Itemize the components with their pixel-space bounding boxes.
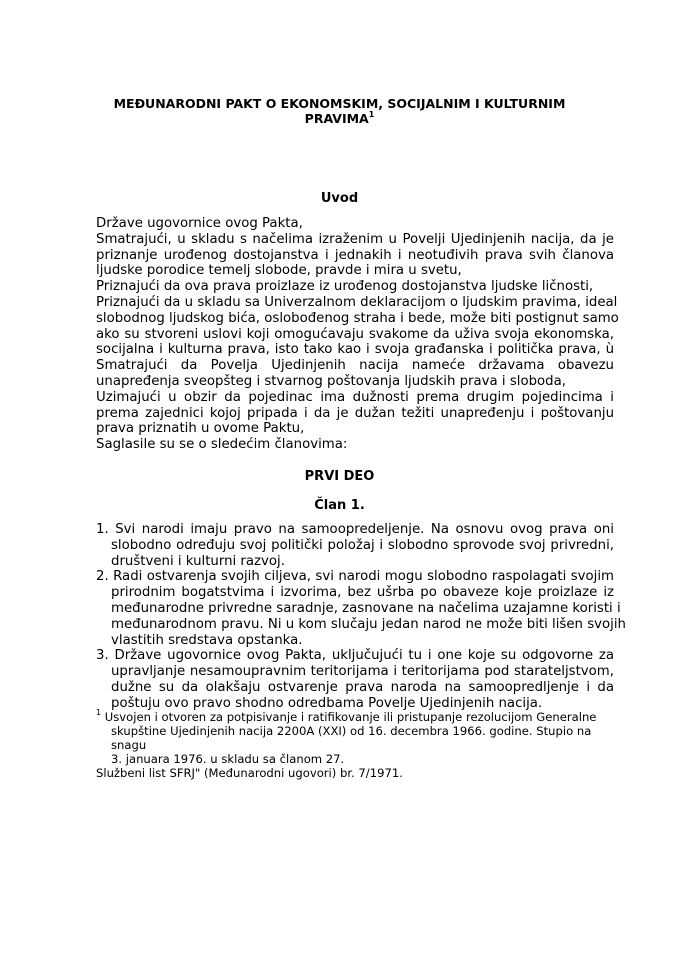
title-line-2: [96, 111, 583, 126]
title-line-1: MEĐUNARODNI PAKT O EKONOMSKIM, SOCIJALNIM I KULTURNIM: [113, 96, 566, 111]
preamble-line: ljudske porodice temelj slobode, pravde i mira u svetu,: [96, 263, 462, 279]
article-line: društveni i kulturni razvoj.: [111, 553, 285, 569]
article-line: dužne su da olakšaju ostvarenje prava naroda na samoopredljenje i da: [111, 679, 614, 695]
preamble-line: Države ugovornice ovog Pakta,: [96, 216, 303, 231]
article-text: [96, 522, 626, 712]
article-line: 1. Svi narodi imaju pravo na samoopredeljenje. Na osnovu ovog prava oni: [96, 522, 614, 537]
article-line: poštuju ovo pravo shodno odredbama Povelje Ujedinjenih nacija.: [111, 695, 543, 711]
article-line: slobodno određuju svoj politički položaj i slobodno sprovode svoj privredni,: [111, 537, 614, 553]
footnote-source: Službeni list SFRJ" (Međunarodni ugovori) br. 7/1971.: [96, 766, 403, 780]
footnote-line: skupštine Ujedinjenih nacija 2200A (XXI) od 16. decembra 1966. godine. Stupio na snagu: [111, 724, 592, 752]
footnote-line: 3. januara 1976. u skladu sa članom 27.: [111, 752, 345, 766]
preamble-line: unapređenja sveopšteg i stvarnog poštovanja ljudskih prava i sloboda,: [96, 373, 566, 389]
preamble-heading: Uvod: [320, 191, 359, 206]
title-footnote-ref[interactable]: 1: [368, 109, 375, 119]
article-line: prirodnim bogatstvima i izvorima, bez ušrba po obaveze koje proizlaze iz: [111, 585, 614, 601]
preamble-line: ako su stvoreni uslovi koji omogućavaju svakome da uživa svoja ekonomska,: [96, 326, 614, 342]
article-line: međunarodnom pravu. Ni u kom slučaju jedan narod ne može biti lišen svojih: [111, 616, 626, 632]
article-indent-block: [96, 664, 614, 711]
article-line: vlastitih sredstava opstanka.: [111, 632, 303, 648]
article-indent-block: [96, 585, 626, 648]
preamble-line: socijalna i kulturna prava, isto tako kao i svoja građanska i politička prava, ù: [96, 342, 614, 358]
footnote-1: [96, 710, 616, 766]
preamble-line: Uzimajući u obzir da pojedinac ima dužnosti prema drugim pojedincima i: [96, 389, 614, 405]
preamble-line: Smatrajući da Povelja Ujedinjenih nacija nameće državama obavezu: [96, 358, 614, 374]
article-line: 2. Radi ostvarenja svojih ciljeva, svi narodi mogu slobodno raspolagati svojim: [96, 569, 614, 585]
article-heading: Član 1.: [314, 498, 365, 513]
footnote-marker: 1: [96, 708, 102, 718]
preamble-line: Saglasile su se o sledećim članovima:: [96, 437, 348, 453]
article-line: 3. Države ugovornice ovog Pakta, uključujući tu i one koje su odgovorne za: [96, 648, 614, 664]
preamble-text: [96, 216, 619, 453]
article-indent-block: [96, 538, 614, 570]
preamble-line: prava priznatih u ovome Paktu,: [96, 421, 305, 437]
document-title: [96, 96, 583, 126]
title-line-2-text: PRAVIMA: [304, 111, 369, 126]
article-line: međunarodne privredne saradnje, zasnovane na načelima uzajamne koristi i: [111, 600, 621, 616]
preamble-line: Smatrajući, u skladu s načelima izraženim u Povelji Ujedinjenih nacija, da je: [96, 231, 614, 247]
article-line: upravljanje nesamoupravnim teritorijama i teritorijama pod starateljstvom,: [111, 664, 614, 680]
footnote-line: Usvojen i otvoren za potpisivanje i ratifikovanje ili pristupanje rezolucijom Generalne: [104, 710, 597, 724]
preamble-line: Priznajući da ova prava proizlaze iz urođenog dostojanstva ljudske ličnosti,: [96, 279, 594, 295]
preamble-line: slobodnog ljudskog bića, oslobođenog straha i bede, može biti postignut samo: [96, 310, 619, 326]
preamble-line: Priznajući da u skladu sa Univerzalnom deklaracijom o ljudskim pravima, ideal: [96, 294, 618, 310]
part-heading: PRVI DEO: [304, 469, 375, 484]
preamble-line: priznanje urođenog dostojanstva i jednakih i neotuđivih prava svih članova: [96, 247, 614, 263]
footnotes: [96, 710, 616, 780]
preamble-line: prema zajednici kojoj pripada i da je dužan težiti unapređenju i poštovanju: [96, 405, 614, 421]
